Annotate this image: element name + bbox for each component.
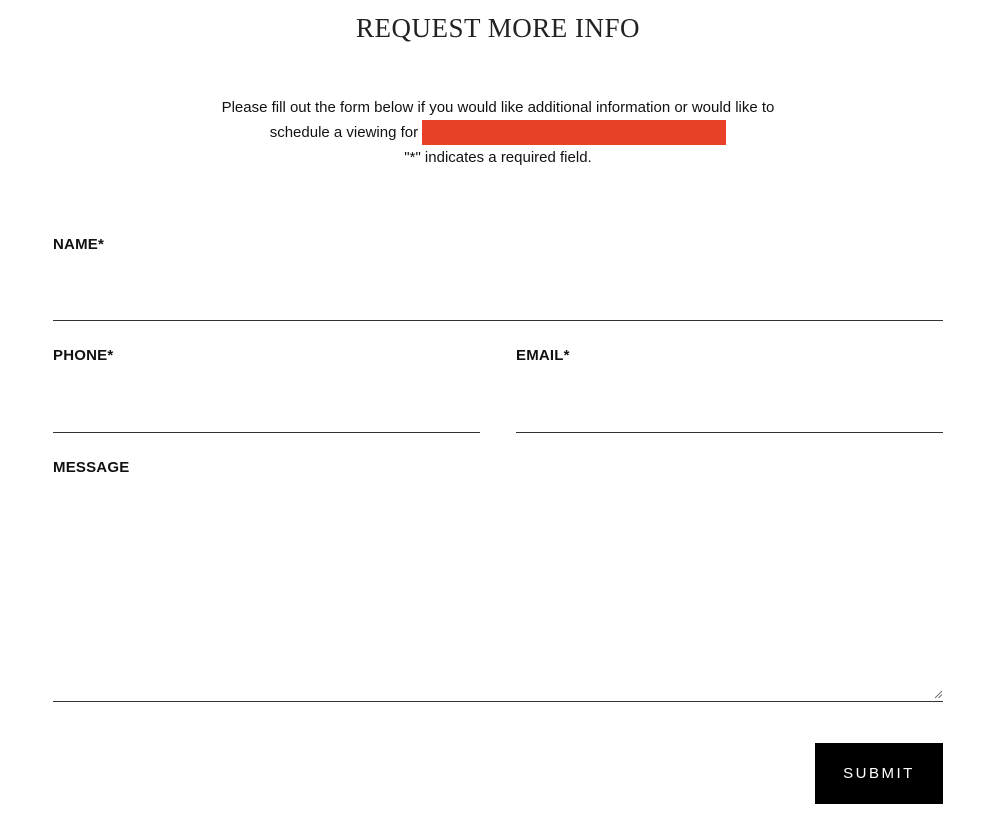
email-label: EMAIL* [516, 347, 570, 364]
redacted-block [422, 120, 726, 145]
page-title: REQUEST MORE INFO [355, 13, 641, 43]
phone-field[interactable] [53, 392, 480, 433]
resize-grip-icon[interactable] [934, 690, 943, 699]
email-field[interactable] [516, 392, 943, 433]
name-field[interactable] [53, 280, 943, 321]
intro-text-line-2: schedule a viewing for [269, 124, 423, 141]
intro-text-line-1: Please fill out the form below if you would like additional information or would like to [221, 99, 775, 116]
message-label: MESSAGE [53, 459, 130, 476]
phone-label: PHONE* [53, 347, 114, 364]
form-intro [150, 95, 846, 170]
required-field-note: "*" indicates a required field. [404, 149, 592, 166]
message-field[interactable] [53, 484, 943, 702]
submit-button[interactable]: SUBMIT [815, 743, 943, 804]
name-label: NAME* [53, 236, 105, 253]
